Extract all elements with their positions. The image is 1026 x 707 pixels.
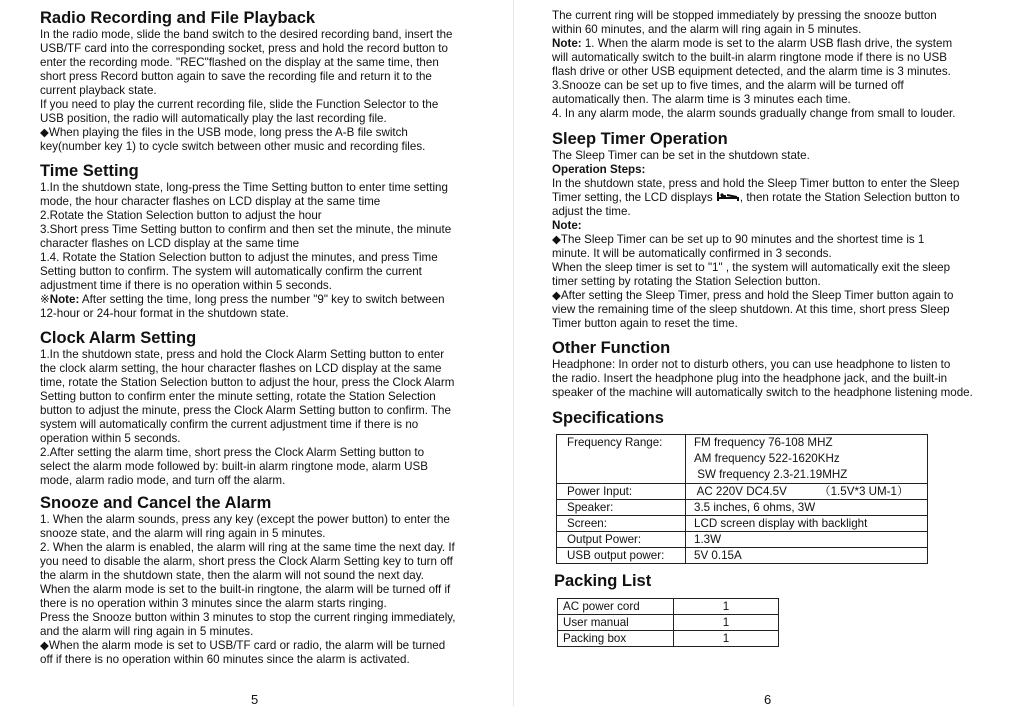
text-line	[40, 223, 451, 237]
line-text: the clock alarm setting, the hour character flashes on LCD display at the same	[40, 362, 442, 375]
spec-value-line: 3.5 inches, 6 ohms, 3W	[694, 501, 816, 514]
bold-label: Note:	[552, 219, 582, 232]
spec-row	[557, 484, 928, 500]
line-text: select the alarm mode followed by: built-in alarm ringtone mode, alarm USB	[40, 460, 428, 473]
line-text: the alarm in the shutdown state, then the alarm will not sound the next day.	[40, 569, 424, 582]
line-text: 2. When the alarm is enabled, the alarm will ring at the same time the next day. If	[40, 541, 455, 554]
text-line	[552, 163, 960, 177]
spec-row	[557, 548, 928, 564]
text-line	[552, 386, 973, 400]
line-text: flash drive or other USB equipment detected, and the alarm time is 3 minutes.	[552, 65, 951, 78]
spec-value	[686, 484, 928, 500]
line-text: there is no operation within 3 minutes since the alarm starts ringing.	[40, 597, 387, 610]
text-line	[40, 140, 452, 154]
line-text: If you need to play the current recording file, slide the Function Selector to the	[40, 98, 439, 111]
section-radio-recording	[40, 9, 452, 154]
line-text: you need to disable the alarm, short press the Clock Alarm Setting key to turn off	[40, 555, 453, 568]
page-divider	[513, 0, 514, 706]
spec-row	[557, 500, 928, 516]
section-heading: Clock Alarm Setting	[40, 329, 197, 347]
line-text: adjustment time if there is no operation within 5 seconds.	[40, 279, 332, 292]
text-line	[40, 583, 455, 597]
section-sleep-timer	[552, 130, 960, 331]
text-line	[552, 177, 960, 191]
spec-value-line: SW frequency 2.3-21.19MHZ	[694, 468, 848, 481]
section-heading: Sleep Timer Operation	[552, 130, 728, 148]
line-text: In the shutdown state, press and hold the Sleep Timer button to enter the Sleep	[552, 177, 960, 190]
packing-row	[558, 631, 779, 647]
text-line	[40, 307, 451, 321]
section-packing-list	[554, 572, 651, 590]
packing-list-heading: Packing List	[554, 572, 652, 590]
note-mark: ※	[40, 293, 50, 306]
packing-qty: 1	[674, 631, 779, 647]
line-text: 1. When the alarm mode is set to the alarm USB flash drive, the system	[581, 37, 953, 50]
line-text: within 60 minutes, and the alarm will ring again in 5 minutes.	[552, 23, 862, 36]
text-line	[552, 191, 960, 205]
text-line	[40, 527, 455, 541]
page-number-right: 6	[764, 692, 772, 707]
text-line	[40, 513, 455, 527]
line-text: 4. In any alarm mode, the alarm sounds gradually change from small to louder.	[552, 107, 956, 120]
packing-row	[558, 599, 779, 615]
section-body	[40, 513, 455, 667]
spec-value-line: LCD screen display with backlight	[694, 517, 868, 530]
packing-item: AC power cord	[558, 599, 674, 615]
text-line	[552, 107, 955, 121]
line-text: USB/TF card into the corresponding socket, press and hold the record button to	[40, 42, 448, 55]
section-time-setting	[40, 162, 451, 321]
spec-row	[557, 516, 928, 532]
text-line	[40, 555, 455, 569]
packing-item: Packing box	[558, 631, 674, 647]
spec-value-line: 1.3W	[694, 533, 722, 546]
line-text: Headphone: In order not to disturb others, you can use headphone to listen to	[552, 358, 951, 371]
text-line	[552, 37, 955, 51]
text-line	[40, 42, 452, 56]
text-line	[40, 126, 452, 140]
text-line	[40, 597, 455, 611]
line-text: 3.Short press Time Setting button to confirm and then set the minute, the minute	[40, 223, 452, 236]
text-line	[552, 23, 955, 37]
text-line	[552, 303, 960, 317]
text-line	[40, 293, 451, 307]
text-line	[40, 390, 454, 404]
text-line	[40, 209, 451, 223]
section-clock-alarm	[40, 329, 454, 488]
packing-list-table	[557, 598, 779, 647]
line-text: When the alarm mode is set to the built-in ringtone, the alarm will be turned off if	[40, 583, 451, 596]
line-text: mode, the hour character flashes on LCD display at the same time	[40, 195, 381, 208]
line-text: snooze state, and the alarm will ring again in 5 minutes.	[40, 527, 326, 540]
line-text: minute. It will be automatically confirmed in 3 seconds.	[552, 247, 832, 260]
section-heading: Radio Recording and File Playback	[40, 9, 316, 27]
line-text: 1.In the shutdown state, long-press the Time Setting button to enter time setting	[40, 181, 448, 194]
section-specifications	[552, 409, 664, 427]
text-line	[40, 112, 452, 126]
section-body	[40, 181, 451, 321]
line-text: character flashes on LCD display at the same time	[40, 237, 300, 250]
packing-row	[558, 615, 779, 631]
line-text: Timer button again to reset the time.	[552, 317, 738, 330]
line-text: ◆The Sleep Timer can be set up to 90 minutes and the shortest time is 1	[552, 233, 925, 246]
text-line	[552, 9, 955, 23]
text-line	[552, 51, 955, 65]
section-heading: Snooze and Cancel the Alarm	[40, 494, 272, 512]
text-line	[552, 261, 960, 275]
section-body	[40, 28, 452, 154]
packing-qty: 1	[674, 599, 779, 615]
line-text: ◆When playing the files in the USB mode, long press the A-B file switch	[40, 126, 408, 139]
section-alarm-notes	[552, 9, 955, 121]
text-line	[552, 233, 960, 247]
text-line	[552, 289, 960, 303]
line-text: 1.4. Rotate the Station Selection button to adjust the minutes, and press Time	[40, 251, 438, 264]
text-line	[40, 446, 454, 460]
text-line	[552, 317, 960, 331]
text-line	[40, 251, 451, 265]
text-line	[552, 93, 955, 107]
line-text: 2.Rotate the Station Selection button to adjust the hour	[40, 209, 322, 222]
line-text: Setting button to confirm enter the minute setting, rotate the Station Selection	[40, 390, 436, 403]
text-line	[552, 149, 960, 163]
line-text: speaker of the machine will automatically switch to the headphone listening mode.	[552, 386, 973, 399]
line-text: When the sleep timer is set to "1" , the system will automatically exit the sleep	[552, 261, 951, 274]
sleep-bed-icon	[716, 191, 740, 202]
section-heading: Time Setting	[40, 162, 139, 180]
text-line	[40, 404, 454, 418]
text-line	[40, 84, 452, 98]
bold-label: Note:	[552, 37, 582, 50]
spec-value-line: FM frequency 76-108 MHZ	[694, 436, 833, 449]
line-text: adjust the time.	[552, 205, 631, 218]
line-text: enter the recording mode. "REC"flashed on the display at the same time, then	[40, 56, 439, 69]
line-text: The Sleep Timer can be set in the shutdown state.	[552, 149, 810, 162]
spec-label: Output Power:	[557, 532, 686, 548]
text-line	[40, 653, 455, 667]
line-text: will automatically switch to the built-in alarm ringtone mode if there is no USB	[552, 51, 948, 64]
text-line	[552, 247, 960, 261]
spec-label: Power Input:	[557, 484, 686, 500]
line-text: off if there is no operation within 60 minutes since the alarm is activated.	[40, 653, 410, 666]
spec-value-line: AC 220V DC4.5V （1.5V*3 UM-1）	[694, 485, 909, 498]
text-line	[552, 372, 973, 386]
specifications-table	[556, 434, 928, 564]
text-line	[40, 28, 452, 42]
text-line	[40, 70, 452, 84]
line-text: 12-hour or 24-hour format in the shutdown state.	[40, 307, 289, 320]
line-text: Press the Snooze button within 3 minutes to stop the current ringing immediately,	[40, 611, 456, 624]
line-text: automatically then. The alarm time is 3 minutes each time.	[552, 93, 851, 106]
section-body	[552, 358, 973, 400]
spec-label: Frequency Range:	[557, 435, 686, 484]
line-text: button to adjust the minute, press the Clock Alarm Setting button to confirm. The	[40, 404, 451, 417]
line-text: Timer setting, the LCD displays	[552, 191, 716, 204]
line-text: The current ring will be stopped immediately by pressing the snooze button	[552, 9, 937, 22]
text-line	[40, 181, 451, 195]
text-line	[40, 611, 455, 625]
text-line	[552, 65, 955, 79]
spec-label: Screen:	[557, 516, 686, 532]
line-text: , then rotate the Station Selection button to	[739, 191, 960, 204]
spec-value	[686, 435, 928, 484]
line-text: operation within 5 seconds.	[40, 432, 181, 445]
packing-item: User manual	[558, 615, 674, 631]
text-line	[40, 265, 451, 279]
spec-value-line: 5V 0.15A	[694, 549, 742, 562]
page-number-left: 5	[251, 692, 259, 707]
line-text: ◆When the alarm mode is set to USB/TF card or radio, the alarm will be turned	[40, 639, 446, 652]
spec-value	[686, 548, 928, 564]
line-text: 2.After setting the alarm time, short press the Clock Alarm Setting button to	[40, 446, 425, 459]
spec-row	[557, 532, 928, 548]
spec-value	[686, 516, 928, 532]
spec-row	[557, 435, 928, 484]
line-text: system will automatically confirm the current adjustment time if there is no	[40, 418, 419, 431]
line-text: Setting button to confirm. The system will automatically confirm the current	[40, 265, 422, 278]
text-line	[40, 237, 451, 251]
text-line	[40, 625, 455, 639]
line-text: USB position, the radio will automatically play the last recording file.	[40, 112, 387, 125]
section-snooze	[40, 494, 455, 667]
section-heading: Other Function	[552, 339, 671, 357]
bold-label: Operation Steps:	[552, 163, 646, 176]
text-line	[40, 569, 455, 583]
text-line	[40, 541, 455, 555]
section-other-function	[552, 339, 973, 400]
section-body	[552, 149, 960, 331]
bold-label: Note:	[49, 293, 80, 306]
spec-value	[686, 500, 928, 516]
line-text: 1. When the alarm sounds, press any key (except the power button) to enter the	[40, 513, 450, 526]
line-text: key(number key 1) to cycle switch between other music and recording files.	[40, 140, 426, 153]
spec-value	[686, 532, 928, 548]
text-line	[40, 376, 454, 390]
line-text: current playback state.	[40, 84, 157, 97]
text-line	[40, 348, 454, 362]
line-text: time, rotate the Station Selection button to adjust the hour, press the Clock Alarm	[40, 376, 455, 389]
spec-label: Speaker:	[557, 500, 686, 516]
packing-qty: 1	[674, 615, 779, 631]
specifications-heading: Specifications	[552, 409, 664, 427]
line-text: ◆After setting the Sleep Timer, press and hold the Sleep Timer button again to	[552, 289, 954, 302]
text-line	[40, 279, 451, 293]
text-line	[40, 639, 455, 653]
line-text: 1.In the shutdown state, press and hold the Clock Alarm Setting button to enter	[40, 348, 445, 361]
text-line	[40, 56, 452, 70]
spec-label: USB output power:	[557, 548, 686, 564]
text-line	[40, 195, 451, 209]
text-line	[40, 474, 454, 488]
text-line	[40, 460, 454, 474]
line-text: In the radio mode, slide the band switch to the desired recording band, insert the	[40, 28, 453, 41]
line-text: and the alarm will ring again in 5 minutes.	[40, 625, 254, 638]
text-line	[552, 219, 960, 233]
text-line	[552, 358, 973, 372]
text-line	[552, 275, 960, 289]
line-text: timer setting by rotating the Station Selection button.	[552, 275, 821, 288]
text-line	[40, 362, 454, 376]
line-text: After setting the time, long press the number "9" key to switch between	[79, 293, 445, 306]
text-line	[40, 432, 454, 446]
text-line	[40, 98, 452, 112]
line-text: 3.Snooze can be set up to five times, and the alarm will be turned off	[552, 79, 904, 92]
line-text: the radio. Insert the headphone plug into the headphone jack, and the built-in	[552, 372, 948, 385]
line-text: view the remaining time of the sleep shutdown. At this time, short press Sleep	[552, 303, 950, 316]
text-line	[40, 418, 454, 432]
text-line	[552, 205, 960, 219]
line-text: short press Record button again to save the recording file and return it to the	[40, 70, 432, 83]
text-line	[552, 79, 955, 93]
line-text: mode, alarm radio mode, and turn off the alarm.	[40, 474, 286, 487]
section-body	[40, 348, 454, 488]
spec-value-line: AM frequency 522-1620KHz	[694, 452, 840, 465]
